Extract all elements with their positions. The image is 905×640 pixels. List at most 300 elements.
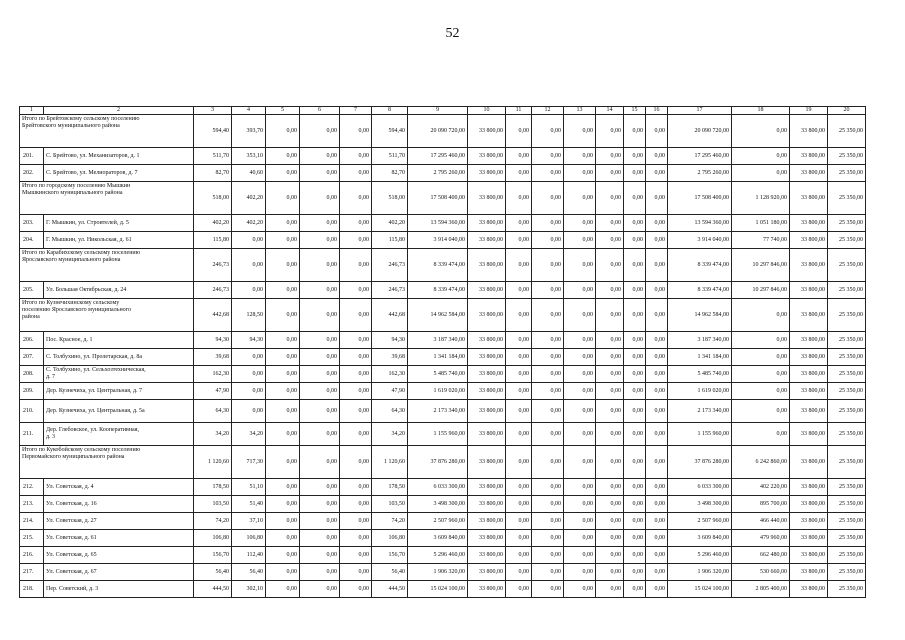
value-cell: 0,00 bbox=[506, 299, 532, 332]
subtotal-label-line: Брейтовского муниципального района bbox=[22, 123, 120, 129]
value-cell: 33 800,00 bbox=[790, 115, 828, 148]
value-cell: 25 350,00 bbox=[828, 282, 866, 299]
value-cell: 178,50 bbox=[372, 479, 408, 496]
value-cell: 0,00 bbox=[340, 479, 372, 496]
value-cell: 0,00 bbox=[564, 446, 596, 479]
address-line: Г. Мышкин, ул. Никольская, д. 61 bbox=[46, 236, 132, 243]
value-cell: 77 740,00 bbox=[732, 232, 790, 249]
value-cell: 33 800,00 bbox=[790, 282, 828, 299]
value-cell: 0,00 bbox=[300, 581, 340, 598]
value-cell: 0,00 bbox=[266, 115, 300, 148]
value-cell: 0,00 bbox=[300, 165, 340, 182]
value-cell: 33 800,00 bbox=[790, 446, 828, 479]
value-cell: 0,00 bbox=[300, 282, 340, 299]
value-cell: 0,00 bbox=[506, 332, 532, 349]
value-cell: 3 187 340,00 bbox=[668, 332, 732, 349]
value-cell: 33 800,00 bbox=[468, 366, 506, 383]
value-cell: 25 350,00 bbox=[828, 564, 866, 581]
value-cell: 0,00 bbox=[532, 383, 564, 400]
address-line: Ул. Советская, д. 4 bbox=[46, 483, 94, 490]
address-line: Ул. Большая Октябрьская, д. 24 bbox=[46, 286, 127, 293]
value-cell: 0,00 bbox=[506, 148, 532, 165]
column-header: 9 bbox=[408, 107, 468, 115]
value-cell: 0,00 bbox=[596, 215, 624, 232]
value-cell: 0,00 bbox=[596, 423, 624, 446]
column-header: 7 bbox=[340, 107, 372, 115]
value-cell: 17 508 400,00 bbox=[668, 182, 732, 215]
row-number: 206. bbox=[20, 332, 44, 349]
value-cell: 1 906 320,00 bbox=[668, 564, 732, 581]
value-cell: 0,00 bbox=[564, 581, 596, 598]
data-table bbox=[19, 106, 866, 598]
row-number: 201. bbox=[20, 148, 44, 165]
value-cell: 0,00 bbox=[506, 564, 532, 581]
value-cell: 1 906 320,00 bbox=[408, 564, 468, 581]
value-cell: 5 485 740,00 bbox=[668, 366, 732, 383]
value-cell: 25 350,00 bbox=[828, 182, 866, 215]
row-number: 218. bbox=[20, 581, 44, 598]
value-cell: 0,00 bbox=[532, 479, 564, 496]
value-cell: 0,00 bbox=[564, 496, 596, 513]
value-cell: 3 498 300,00 bbox=[668, 496, 732, 513]
value-cell: 2 805 400,00 bbox=[732, 581, 790, 598]
value-cell: 0,00 bbox=[340, 400, 372, 423]
value-cell: 0,00 bbox=[732, 115, 790, 148]
value-cell: 0,00 bbox=[646, 299, 668, 332]
value-cell: 94,30 bbox=[232, 332, 266, 349]
value-cell: 33 800,00 bbox=[790, 479, 828, 496]
value-cell: 0,00 bbox=[596, 115, 624, 148]
value-cell: 10 297 846,00 bbox=[732, 282, 790, 299]
value-cell: 0,00 bbox=[300, 383, 340, 400]
value-cell: 0,00 bbox=[532, 115, 564, 148]
value-cell: 0,00 bbox=[300, 513, 340, 530]
value-cell: 2 795 260,00 bbox=[408, 165, 468, 182]
address-line: Пер. Советский, д. 3 bbox=[46, 585, 99, 592]
value-cell: 1 155 960,00 bbox=[408, 423, 468, 446]
address-line: Дер. Кузнечиха, ул. Центральная, д. 7 bbox=[46, 387, 143, 394]
value-cell: 0,00 bbox=[646, 282, 668, 299]
value-cell: 33 800,00 bbox=[790, 366, 828, 383]
value-cell: 0,00 bbox=[506, 446, 532, 479]
value-cell: 0,00 bbox=[340, 282, 372, 299]
value-cell: 518,00 bbox=[194, 182, 232, 215]
value-cell: 0,00 bbox=[340, 366, 372, 383]
value-cell: 33 800,00 bbox=[468, 547, 506, 564]
value-cell: 0,00 bbox=[532, 148, 564, 165]
value-cell: 0,00 bbox=[300, 479, 340, 496]
column-header: 17 bbox=[668, 107, 732, 115]
column-header: 18 bbox=[732, 107, 790, 115]
value-cell: 39,68 bbox=[372, 349, 408, 366]
value-cell: 0,00 bbox=[340, 332, 372, 349]
subtotal-label-line: Мышкинского муниципального района bbox=[22, 190, 123, 196]
value-cell: 0,00 bbox=[646, 182, 668, 215]
value-cell: 33 800,00 bbox=[790, 232, 828, 249]
value-cell: 0,00 bbox=[624, 332, 646, 349]
value-cell: 112,40 bbox=[232, 547, 266, 564]
value-cell: 0,00 bbox=[624, 232, 646, 249]
value-cell: 0,00 bbox=[596, 400, 624, 423]
value-cell: 0,00 bbox=[732, 299, 790, 332]
value-cell: 0,00 bbox=[646, 496, 668, 513]
value-cell: 0,00 bbox=[532, 423, 564, 446]
value-cell: 15 024 100,00 bbox=[668, 581, 732, 598]
value-cell: 33 800,00 bbox=[468, 581, 506, 598]
value-cell: 33 800,00 bbox=[468, 299, 506, 332]
value-cell: 5 296 460,00 bbox=[668, 547, 732, 564]
value-cell: 33 800,00 bbox=[468, 249, 506, 282]
value-cell: 594,40 bbox=[194, 115, 232, 148]
address-line: Пос. Красное, д. 1 bbox=[46, 336, 93, 343]
value-cell: 518,00 bbox=[372, 182, 408, 215]
address-cell bbox=[44, 581, 194, 598]
address-line: С. Брейтово, ул. Мелиораторов, д. 7 bbox=[46, 169, 138, 176]
value-cell: 0,00 bbox=[506, 400, 532, 423]
value-cell: 302,10 bbox=[232, 581, 266, 598]
value-cell: 0,00 bbox=[232, 232, 266, 249]
value-cell: 0,00 bbox=[596, 332, 624, 349]
column-header: 11 bbox=[506, 107, 532, 115]
value-cell: 1 341 184,00 bbox=[408, 349, 468, 366]
value-cell: 94,30 bbox=[372, 332, 408, 349]
value-cell: 0,00 bbox=[596, 530, 624, 547]
value-cell: 0,00 bbox=[646, 383, 668, 400]
value-cell: 103,50 bbox=[194, 496, 232, 513]
value-cell: 0,00 bbox=[266, 513, 300, 530]
value-cell: 0,00 bbox=[624, 366, 646, 383]
value-cell: 0,00 bbox=[506, 349, 532, 366]
value-cell: 0,00 bbox=[232, 366, 266, 383]
value-cell: 33 800,00 bbox=[468, 446, 506, 479]
value-cell: 0,00 bbox=[532, 215, 564, 232]
value-cell: 51,10 bbox=[232, 479, 266, 496]
value-cell: 0,00 bbox=[646, 165, 668, 182]
value-cell: 25 350,00 bbox=[828, 581, 866, 598]
value-cell: 0,00 bbox=[646, 513, 668, 530]
value-cell: 34,20 bbox=[194, 423, 232, 446]
value-cell: 402,20 bbox=[372, 215, 408, 232]
value-cell: 511,70 bbox=[194, 148, 232, 165]
address-line: Ул. Советская, д. 16 bbox=[46, 500, 97, 507]
value-cell: 0,00 bbox=[300, 232, 340, 249]
value-cell: 0,00 bbox=[506, 115, 532, 148]
value-cell: 0,00 bbox=[300, 349, 340, 366]
value-cell: 0,00 bbox=[266, 182, 300, 215]
value-cell: 0,00 bbox=[300, 446, 340, 479]
value-cell: 0,00 bbox=[232, 249, 266, 282]
value-cell: 156,70 bbox=[372, 547, 408, 564]
value-cell: 0,00 bbox=[300, 400, 340, 423]
row-number: 212. bbox=[20, 479, 44, 496]
subtotal-label-line: района bbox=[22, 314, 40, 320]
column-header: 12 bbox=[532, 107, 564, 115]
value-cell: 0,00 bbox=[340, 215, 372, 232]
value-cell: 56,40 bbox=[194, 564, 232, 581]
column-header: 20 bbox=[828, 107, 866, 115]
value-cell: 0,00 bbox=[266, 581, 300, 598]
value-cell: 0,00 bbox=[232, 282, 266, 299]
row-number: 210. bbox=[20, 400, 44, 423]
value-cell: 402,20 bbox=[232, 215, 266, 232]
row-number: 204. bbox=[20, 232, 44, 249]
column-header-row bbox=[20, 107, 866, 115]
value-cell: 0,00 bbox=[266, 446, 300, 479]
value-cell: 33 800,00 bbox=[468, 182, 506, 215]
value-cell: 33 800,00 bbox=[468, 332, 506, 349]
value-cell: 25 350,00 bbox=[828, 232, 866, 249]
value-cell: 246,73 bbox=[372, 249, 408, 282]
value-cell: 0,00 bbox=[532, 349, 564, 366]
value-cell: 0,00 bbox=[340, 530, 372, 547]
value-cell: 33 800,00 bbox=[790, 496, 828, 513]
value-cell: 0,00 bbox=[266, 400, 300, 423]
row-number: 207. bbox=[20, 349, 44, 366]
address-line: Дер. Кузнечиха, ул. Центральная, д. 5а bbox=[46, 407, 145, 414]
value-cell: 8 339 474,00 bbox=[668, 282, 732, 299]
column-header: 13 bbox=[564, 107, 596, 115]
value-cell: 0,00 bbox=[340, 383, 372, 400]
value-cell: 402 220,00 bbox=[732, 479, 790, 496]
value-cell: 0,00 bbox=[596, 547, 624, 564]
value-cell: 0,00 bbox=[266, 165, 300, 182]
value-cell: 0,00 bbox=[646, 332, 668, 349]
subtotal-row bbox=[20, 249, 866, 282]
value-cell: 0,00 bbox=[300, 547, 340, 564]
address-cell bbox=[44, 547, 194, 564]
value-cell: 0,00 bbox=[532, 530, 564, 547]
value-cell: 246,73 bbox=[194, 282, 232, 299]
table-row bbox=[20, 423, 866, 446]
value-cell: 353,10 bbox=[232, 148, 266, 165]
value-cell: 0,00 bbox=[300, 332, 340, 349]
row-number: 217. bbox=[20, 564, 44, 581]
value-cell: 0,00 bbox=[624, 115, 646, 148]
table-row bbox=[20, 349, 866, 366]
value-cell: 246,73 bbox=[372, 282, 408, 299]
value-cell: 0,00 bbox=[340, 182, 372, 215]
address-cell bbox=[44, 215, 194, 232]
table-row bbox=[20, 400, 866, 423]
value-cell: 2 507 960,00 bbox=[668, 513, 732, 530]
value-cell: 0,00 bbox=[506, 282, 532, 299]
value-cell: 0,00 bbox=[564, 400, 596, 423]
row-number: 209. bbox=[20, 383, 44, 400]
value-cell: 33 800,00 bbox=[790, 513, 828, 530]
value-cell: 0,00 bbox=[596, 564, 624, 581]
subtotal-row bbox=[20, 115, 866, 148]
value-cell: 33 800,00 bbox=[468, 479, 506, 496]
value-cell: 0,00 bbox=[596, 349, 624, 366]
value-cell: 47,90 bbox=[194, 383, 232, 400]
value-cell: 56,40 bbox=[232, 564, 266, 581]
value-cell: 0,00 bbox=[266, 232, 300, 249]
row-number: 214. bbox=[20, 513, 44, 530]
value-cell: 106,80 bbox=[372, 530, 408, 547]
value-cell: 0,00 bbox=[340, 148, 372, 165]
value-cell: 0,00 bbox=[596, 249, 624, 282]
subtotal-label-line: Итого по городскому поселению Мышкин bbox=[22, 183, 131, 189]
value-cell: 479 960,00 bbox=[732, 530, 790, 547]
value-cell: 246,73 bbox=[194, 249, 232, 282]
value-cell: 0,00 bbox=[506, 383, 532, 400]
value-cell: 0,00 bbox=[506, 249, 532, 282]
value-cell: 1 120,60 bbox=[372, 446, 408, 479]
value-cell: 1 619 020,00 bbox=[408, 383, 468, 400]
value-cell: 33 800,00 bbox=[790, 249, 828, 282]
table-row bbox=[20, 547, 866, 564]
value-cell: 0,00 bbox=[732, 349, 790, 366]
value-cell: 20 090 720,00 bbox=[408, 115, 468, 148]
value-cell: 530 660,00 bbox=[732, 564, 790, 581]
value-cell: 0,00 bbox=[624, 496, 646, 513]
address-cell bbox=[44, 148, 194, 165]
value-cell: 0,00 bbox=[596, 513, 624, 530]
value-cell: 0,00 bbox=[506, 479, 532, 496]
table-row bbox=[20, 282, 866, 299]
table-row bbox=[20, 383, 866, 400]
value-cell: 0,00 bbox=[300, 182, 340, 215]
table-row bbox=[20, 332, 866, 349]
value-cell: 0,00 bbox=[596, 581, 624, 598]
value-cell: 74,20 bbox=[372, 513, 408, 530]
table-row bbox=[20, 530, 866, 547]
subtotal-label bbox=[20, 249, 194, 282]
value-cell: 33 800,00 bbox=[468, 215, 506, 232]
value-cell: 0,00 bbox=[624, 148, 646, 165]
value-cell: 0,00 bbox=[732, 400, 790, 423]
value-cell: 13 594 360,00 bbox=[408, 215, 468, 232]
value-cell: 25 350,00 bbox=[828, 349, 866, 366]
value-cell: 10 297 846,00 bbox=[732, 249, 790, 282]
value-cell: 0,00 bbox=[532, 496, 564, 513]
address-line: Ул. Советская, д. 27 bbox=[46, 517, 97, 524]
column-header: 16 bbox=[646, 107, 668, 115]
value-cell: 0,00 bbox=[564, 479, 596, 496]
value-cell: 33 800,00 bbox=[468, 148, 506, 165]
value-cell: 33 800,00 bbox=[790, 423, 828, 446]
value-cell: 0,00 bbox=[732, 423, 790, 446]
value-cell: 14 962 584,00 bbox=[408, 299, 468, 332]
value-cell: 115,80 bbox=[194, 232, 232, 249]
value-cell: 0,00 bbox=[300, 215, 340, 232]
value-cell: 33 800,00 bbox=[468, 423, 506, 446]
value-cell: 0,00 bbox=[506, 165, 532, 182]
value-cell: 0,00 bbox=[340, 513, 372, 530]
value-cell: 25 350,00 bbox=[828, 366, 866, 383]
value-cell: 0,00 bbox=[340, 581, 372, 598]
subtotal-label-line: Итого по Кузнечихинскому сельскому bbox=[22, 300, 120, 306]
value-cell: 0,00 bbox=[266, 530, 300, 547]
column-header: 14 bbox=[596, 107, 624, 115]
value-cell: 0,00 bbox=[232, 383, 266, 400]
address-cell bbox=[44, 423, 194, 446]
value-cell: 17 295 460,00 bbox=[408, 148, 468, 165]
column-header: 15 bbox=[624, 107, 646, 115]
value-cell: 0,00 bbox=[564, 282, 596, 299]
value-cell: 0,00 bbox=[266, 215, 300, 232]
value-cell: 0,00 bbox=[340, 299, 372, 332]
address-line: С. Толбухино, ул. Сельхозтехническая, bbox=[46, 367, 146, 373]
value-cell: 40,60 bbox=[232, 165, 266, 182]
value-cell: 0,00 bbox=[340, 115, 372, 148]
value-cell: 0,00 bbox=[646, 148, 668, 165]
address-line: д. 3 bbox=[46, 434, 56, 440]
table-row bbox=[20, 232, 866, 249]
value-cell: 0,00 bbox=[266, 148, 300, 165]
value-cell: 5 485 740,00 bbox=[408, 366, 468, 383]
value-cell: 0,00 bbox=[596, 446, 624, 479]
row-number: 215. bbox=[20, 530, 44, 547]
value-cell: 33 800,00 bbox=[468, 513, 506, 530]
subtotal-label bbox=[20, 446, 194, 479]
value-cell: 0,00 bbox=[646, 530, 668, 547]
value-cell: 0,00 bbox=[300, 299, 340, 332]
value-cell: 0,00 bbox=[624, 446, 646, 479]
value-cell: 717,30 bbox=[232, 446, 266, 479]
value-cell: 33 800,00 bbox=[790, 215, 828, 232]
value-cell: 33 800,00 bbox=[468, 564, 506, 581]
value-cell: 39,68 bbox=[194, 349, 232, 366]
value-cell: 0,00 bbox=[232, 349, 266, 366]
value-cell: 106,80 bbox=[194, 530, 232, 547]
column-header: 5 bbox=[266, 107, 300, 115]
address-line: Ул. Советская, д. 61 bbox=[46, 534, 97, 541]
value-cell: 0,00 bbox=[624, 564, 646, 581]
value-cell: 37,10 bbox=[232, 513, 266, 530]
value-cell: 1 120,60 bbox=[194, 446, 232, 479]
value-cell: 34,20 bbox=[232, 423, 266, 446]
value-cell: 0,00 bbox=[340, 165, 372, 182]
value-cell: 0,00 bbox=[564, 232, 596, 249]
value-cell: 37 876 280,00 bbox=[668, 446, 732, 479]
value-cell: 1 155 960,00 bbox=[668, 423, 732, 446]
value-cell: 444,50 bbox=[372, 581, 408, 598]
table-row bbox=[20, 496, 866, 513]
value-cell: 8 339 474,00 bbox=[668, 249, 732, 282]
value-cell: 0,00 bbox=[340, 232, 372, 249]
column-header: 8 bbox=[372, 107, 408, 115]
value-cell: 33 800,00 bbox=[468, 496, 506, 513]
value-cell: 25 350,00 bbox=[828, 148, 866, 165]
value-cell: 47,90 bbox=[372, 383, 408, 400]
value-cell: 17 295 460,00 bbox=[668, 148, 732, 165]
value-cell: 0,00 bbox=[532, 581, 564, 598]
value-cell: 0,00 bbox=[624, 383, 646, 400]
value-cell: 0,00 bbox=[646, 215, 668, 232]
value-cell: 0,00 bbox=[596, 165, 624, 182]
table-row bbox=[20, 366, 866, 383]
value-cell: 0,00 bbox=[624, 581, 646, 598]
value-cell: 0,00 bbox=[340, 547, 372, 564]
page-number: 52 bbox=[445, 26, 460, 41]
value-cell: 0,00 bbox=[646, 115, 668, 148]
row-number: 203. bbox=[20, 215, 44, 232]
value-cell: 0,00 bbox=[646, 366, 668, 383]
column-header: 3 bbox=[194, 107, 232, 115]
value-cell: 56,40 bbox=[372, 564, 408, 581]
value-cell: 103,50 bbox=[372, 496, 408, 513]
value-cell: 6 242 860,00 bbox=[732, 446, 790, 479]
value-cell: 0,00 bbox=[624, 165, 646, 182]
value-cell: 0,00 bbox=[506, 366, 532, 383]
value-cell: 511,70 bbox=[372, 148, 408, 165]
value-cell: 3 187 340,00 bbox=[408, 332, 468, 349]
value-cell: 662 480,00 bbox=[732, 547, 790, 564]
value-cell: 0,00 bbox=[506, 496, 532, 513]
value-cell: 0,00 bbox=[564, 299, 596, 332]
value-cell: 0,00 bbox=[266, 366, 300, 383]
